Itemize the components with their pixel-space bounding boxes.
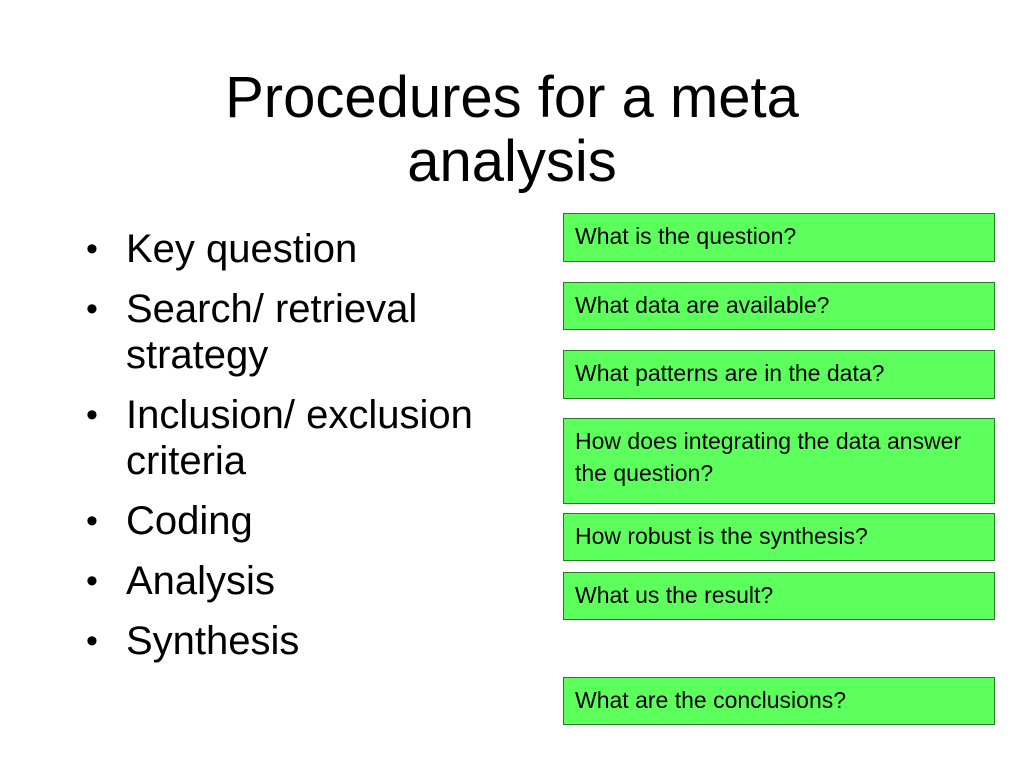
bullet-dot-icon: • [86,562,98,600]
question-box: How robust is the synthesis? [563,513,995,561]
bullet-item [86,392,546,484]
bullet-dot-icon: • [86,230,98,268]
bullet-text: Synthesis [126,619,300,663]
bullet-text: Search/ retrieval strategy [126,287,418,377]
bullet-item [86,618,546,664]
bullet-dot-icon: • [86,622,98,660]
bullet-item [86,498,546,544]
bullet-item [86,226,546,272]
question-box: How does integrating the data answer the question? [563,418,995,504]
bullet-text: Analysis [126,559,275,603]
question-box: What are the conclusions? [563,677,995,725]
slide-title [112,66,912,194]
bullet-text: Coding [126,499,253,543]
question-box: What data are available? [563,282,995,330]
slide-title-line-2: analysis [407,129,617,194]
question-box: What patterns are in the data? [563,350,995,399]
bullet-list [86,226,546,678]
bullet-dot-icon: • [86,290,98,328]
bullet-item [86,558,546,604]
bullet-text: Inclusion/ exclusion criteria [126,393,473,483]
bullet-item [86,286,546,378]
slide-title-line-1: Procedures for a meta [225,65,799,130]
bullet-dot-icon: • [86,396,98,434]
bullet-dot-icon: • [86,502,98,540]
question-box: What is the question? [563,213,995,262]
question-box: What us the result? [563,572,995,620]
bullet-text: Key question [126,227,358,271]
